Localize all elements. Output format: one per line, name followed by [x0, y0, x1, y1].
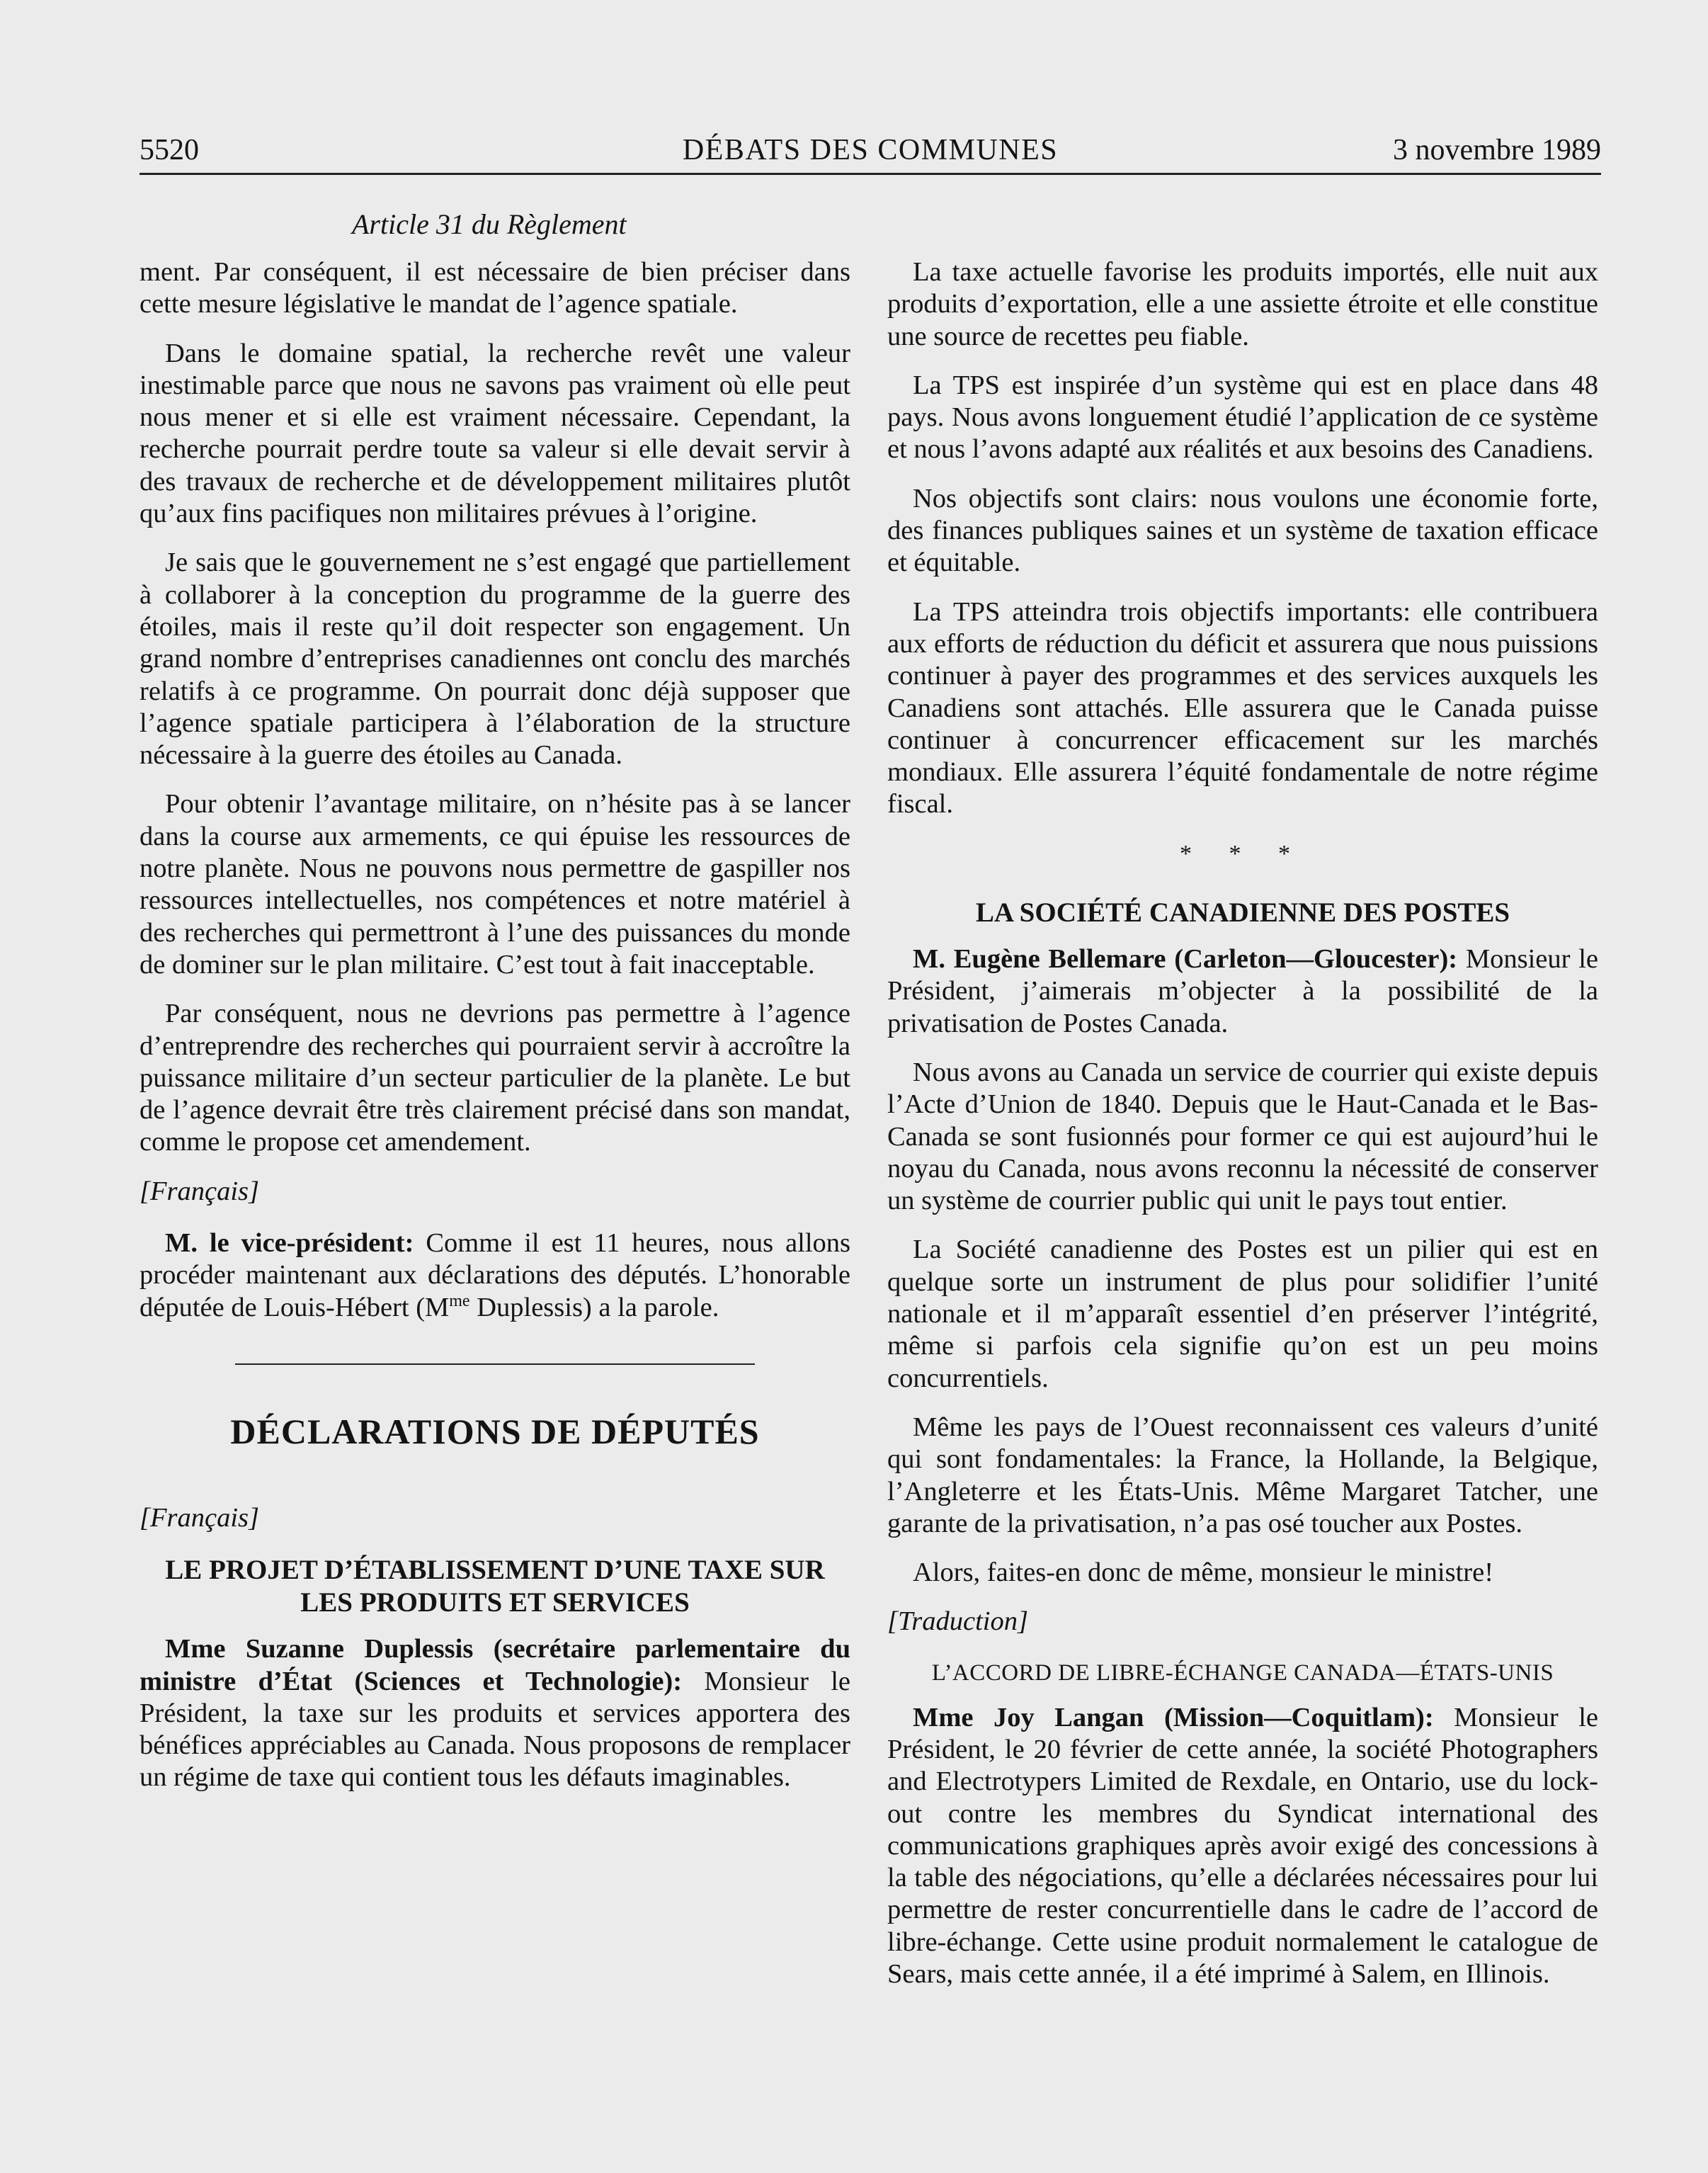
paragraph: Dans le domaine spatial, la recherche revêt une valeur inestimable parce que nous ne savons pas vraiment où elle peut nous mener et si elle est vraiment nécessaire. Cependant, la recherche pourrait perdre toute sa valeur si elle devait servir à des travaux de recherche et de développement militaires plutôt qu’aux fins pacifiques non militaires prévues à l’origine.	[140, 338, 850, 529]
issue-date: 3 novembre 1989	[1393, 134, 1601, 166]
paragraph: Nous avons au Canada un service de courrier qui existe depuis l’Acte d’Union de 1840. Depuis que le Haut-Canada et le Bas-Canada se sont fusionnés pour former ce qui est aujourd’hui le noyau du Canada, nous avons reconnu la nécessité de conserver un système de courrier public qui unit le pays tout entier.	[887, 1057, 1598, 1216]
speaker-name: Mme Joy Langan (Mission—Coquitlam):	[913, 1702, 1434, 1732]
speech-paragraph	[140, 1633, 850, 1793]
section-title: L’ACCORD DE LIBRE-ÉCHANGE CANADA—ÉTATS-UNIS	[931, 1659, 1554, 1686]
speech-text: Monsieur le Président, la taxe sur les produits et services apportera des bénéfices appréciables au Canada. Nous proposons de remplacer un régime de taxe qui contient tous les défauts imaginables.	[140, 1666, 851, 1793]
speaker-name: M. le vice-président:	[165, 1228, 414, 1259]
paragraph: ment. Par conséquent, il est nécessaire de bien préciser dans cette mesure législative le mandat de l’agence spatiale.	[140, 257, 850, 319]
speech-text: Comme il est 11 heures, nous allons procéder maintenant aux déclarations des députés. L’honorable députée de Louis-Hébert (M	[140, 1228, 851, 1322]
speech-paragraph	[887, 1702, 1598, 1991]
subsection-title: LE PROJET D’ÉTABLISSEMENT D’UNE TAXE SUR LES PRODUITS ET SERVICES	[165, 1555, 825, 1618]
speaker-name: M. Eugène Bellemare (Carleton—Gloucester):	[913, 944, 1458, 975]
paragraph: La Société canadienne des Postes est un pilier qui est en quelque sorte un instrument de plus pour solidifier l’unité nationale et il m’apparaît essentiel d’en préserver l’intégrité, même si parfois cela signifie qu’on est un peu moins concurrentiels.	[887, 1235, 1598, 1393]
paragraph: Je sais que le gouvernement ne s’est engagé que partiellement à collaborer à la conception du programme de la guerre des étoiles, mais il reste qu’il doit respecter son engagement. Un grand nombre d’entreprises canadiennes ont conclu des marchés relatifs à ce programme. On pourrait donc déjà supposer que l’agence spatiale participera à l’élaboration de la structure nécessaire à la guerre des étoiles au Canada.	[140, 547, 850, 771]
paragraph: Nos objectifs sont clairs: nous voulons une économie forte, des finances publiques saines et un système de taxation efficace et équitable.	[887, 483, 1598, 578]
speech-text: Monsieur le Président, le 20 février de cette année, la société Photographers and Electrotypers Limited de Rexdale, en Ontario, use du lock-out contre les membres du Syndicat international des communications graphiques après avoir exigé des concessions à la table des négociations, qu’elle a déclarées nécessaires pour lui permettre de rester concurrentielle dans le cadre de l’accord de libre-échange. Cette usine produit normalement le catalogue de Sears, mais cette année, il a été imprimé à Salem, en Illinois.	[887, 1702, 1599, 1990]
paragraph: Même les pays de l’Ouest reconnaissent ces valeurs d’unité qui sont fondamentales: la France, la Hollande, la Belgique, l’Angleterre et les États-Unis. Même Margaret Tatcher, une garante de la privatisation, n’a pas osé toucher aux Postes.	[887, 1412, 1598, 1538]
section-title: DÉCLARATIONS DE DÉPUTÉS	[230, 1411, 760, 1451]
section-divider	[235, 1363, 755, 1365]
paragraph: Alors, faites-en donc de même, monsieur le ministre!	[913, 1558, 1494, 1588]
section-title: LA SOCIÉTÉ CANADIENNE DES POSTES	[975, 897, 1510, 929]
right-column	[887, 256, 1598, 2007]
speech-paragraph	[140, 1227, 850, 1324]
left-column	[140, 256, 850, 1811]
article-heading: Article 31 du Règlement	[352, 208, 627, 240]
asterisk-separator: * * *	[1180, 840, 1306, 867]
speaker-name: Mme Suzanne Duplessis (secrétaire parlementaire du ministre d’État (Sciences et Technologie):	[140, 1634, 850, 1696]
publication-title: DÉBATS DES COMMUNES	[682, 134, 1059, 166]
paragraph: Par conséquent, nous ne devrions pas permettre à l’agence d’entreprendre des recherches qui pourraient servir à accroître la puissance militaire d’un secteur particulier de la planète. Le but de l’agence devrait être très clairement précisé dans son mandat, comme le propose cet amendement.	[140, 999, 850, 1157]
language-indicator: [Français]	[140, 1176, 259, 1206]
paragraph: La TPS est inspirée d’un système qui est en place dans 48 pays. Nous avons longuement étudié l’application de ce système et nous l’avons adapté aux réalités et aux besoins des Canadiens.	[887, 370, 1598, 465]
language-indicator: [Traduction]	[887, 1606, 1028, 1637]
title-superscript: me	[449, 1291, 470, 1310]
language-indicator: [Français]	[140, 1502, 259, 1533]
speech-text: Duplessis) a la parole.	[469, 1292, 719, 1322]
paragraph: La taxe actuelle favorise les produits importés, elle nuit aux produits d’exportation, elle a une assiette étroite et elle constitue une source de recettes peu fiable.	[887, 257, 1598, 351]
page-number: 5520	[140, 134, 199, 166]
paragraph: La TPS atteindra trois objectifs importants: elle contribuera aux efforts de réduction du déficit et assurera que nous puissions continuer à payer des programmes et des services auxquels les Canadiens sont attachés. Elle assurera que le Canada puisse continuer à concurrencer efficacement sur les marchés mondiaux. Elle assurera l’équité fondamentale de notre régime fiscal.	[887, 596, 1598, 819]
page-header	[140, 126, 1601, 176]
speech-text: Monsieur le Président, j’aimerais m’objecter à la possibilité de la privatisation de Postes Canada.	[887, 944, 1598, 1038]
speech-paragraph	[887, 943, 1598, 1040]
paragraph: Pour obtenir l’avantage militaire, on n’hésite pas à se lancer dans la course aux armements, ce qui épuise les ressources de notre planète. Nous ne pouvons nous permettre de gaspiller nos ressources intellectuelles, nos compétences et notre matériel à des recherches qui permettront à l’une des puissances du monde de dominer sur le plan militaire. C’est tout à fait inacceptable.	[140, 789, 850, 980]
header-rule	[140, 173, 1601, 175]
